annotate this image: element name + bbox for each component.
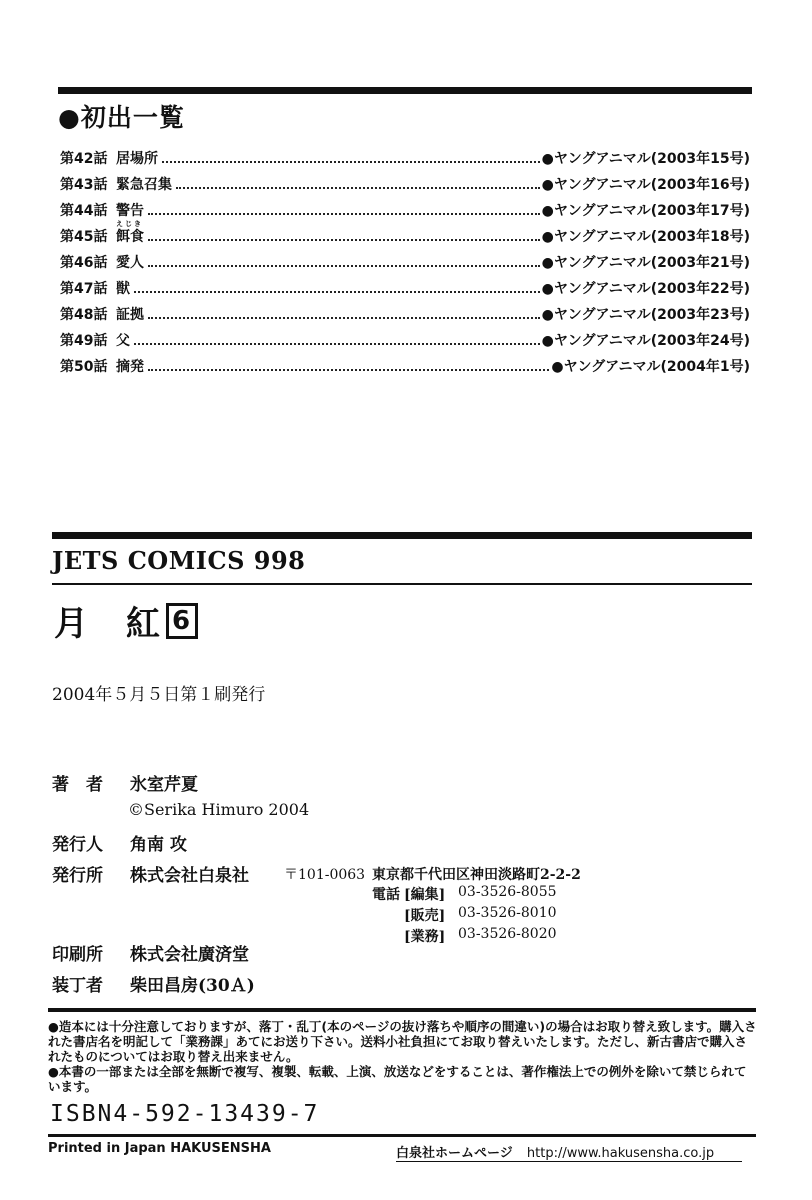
list-item [60,330,750,356]
episode-title: 警告 [116,203,144,219]
episode-source: ●ヤングアニマル(2004年1号) [551,359,750,375]
episode-source: ●ヤングアニマル(2003年24号) [541,333,750,349]
leader-dots [148,265,540,267]
episode-number: 第46話 [60,255,108,271]
footer-rule [396,1161,742,1162]
episode-number: 第50話 [60,359,108,375]
homepage-url[interactable]: http://www.hakusensha.co.jp [526,1146,715,1161]
episode-title: 摘発 [116,359,144,375]
series-name: JETS COMICS 998 [52,546,306,575]
leader-dots [134,343,540,345]
list-item [60,220,750,252]
postal-code: 〒101-0063 [284,867,366,883]
episode-source: ●ヤングアニマル(2003年16号) [541,177,750,193]
publisher-person: 角南 攻 [130,835,187,855]
leader-dots [148,239,540,241]
phone-number: 03-3526-8020 [458,926,557,942]
phone-dept: [販売] [404,908,446,924]
list-item [60,148,750,174]
designer-label: 装丁者 [52,976,103,996]
episode-number: 第43話 [60,177,108,193]
volume-number: 6 [166,603,198,639]
episode-title: 愛人 [116,255,144,271]
episode-title: 父 [116,333,130,349]
episode-title: 証拠 [116,307,144,323]
leader-dots [134,291,540,293]
episode-source: ●ヤングアニマル(2003年23号) [541,307,750,323]
printed-in: Printed in Japan HAKUSENSHA [48,1141,271,1156]
episode-source: ●ヤングアニマル(2003年21号) [541,255,750,271]
episode-source: ●ヤングアニマル(2003年17号) [541,203,750,219]
phone-number: 03-3526-8055 [458,884,557,900]
episode-number: 第49話 [60,333,108,349]
list-item [60,304,750,330]
episode-source: ●ヤングアニマル(2003年18号) [541,229,750,245]
designer-name: 柴田昌房(30Ａ) [130,976,255,996]
colophon-top-rule [52,532,752,539]
publication-date: 2004年５月５日第１刷発行 [52,685,266,705]
leader-dots [148,317,540,319]
episode-title: 居場所 [116,151,158,167]
episode-source: ●ヤングアニマル(2003年15号) [541,151,750,167]
homepage-label: 白泉社ホームページ [396,1146,513,1161]
copyright: ©Serika Himuro 2004 [128,800,310,819]
list-item [60,200,750,226]
book-title [54,596,198,645]
episode-title: 餌食 [116,229,144,245]
isbn: ISBN4-592-13439-7 [50,1101,320,1127]
episode-number: 第44話 [60,203,108,219]
episode-source: ●ヤングアニマル(2003年22号) [541,281,750,297]
leader-dots [176,187,540,189]
leader-dots [148,213,540,215]
phone-dept: [業務] [404,929,446,945]
episode-number: 第48話 [60,307,108,323]
author-name: 氷室芹夏 [130,775,198,795]
top-rule [58,87,752,94]
author-label: 著 者 [52,775,103,795]
homepage-line [396,1142,714,1161]
publisher-name: 株式会社白泉社 [130,866,249,886]
list-item [60,278,750,304]
phone-dept: [編集] [404,887,446,903]
series-rule [52,583,752,585]
printer-label: 印刷所 [52,945,103,965]
episode-number: 第47話 [60,281,108,297]
title-text: 月 紅 [54,604,162,644]
leader-dots [162,161,540,163]
note-item: ●造本には十分注意しておりますが、落丁・乱丁(本のページの抜け落ちや順序の間違い)の場合はお取り替え致します。購入された書店名を明記して「業務課」あてにお送り下さい。送料小社負担にてお取り替えいたします。ただし、新古書店で購入されたものについてはお取り替え出来ません。 [48,1019,757,1064]
notes-top-rule [48,1008,756,1012]
note-item: ●本書の一部または全部を無断で複写、複製、転載、上演、放送などをすることは、著作権法上での例外を除いて禁じられています。 [48,1064,747,1094]
list-item [60,356,750,382]
ruby-reading: えじき [116,220,143,228]
address: 東京都千代田区神田淡路町2-2-2 [372,867,581,883]
legal-notes [48,1019,758,1094]
episode-title: 獣 [116,281,130,297]
episode-title: 緊急召集 [116,177,172,193]
list-item [60,174,750,200]
printer-name: 株式会社廣済堂 [130,945,249,965]
episode-title-wrap [110,220,144,246]
episode-number: 第42話 [60,151,108,167]
first-appearance-title: ●初出一覧 [58,103,185,132]
publisher-person-label: 発行人 [52,835,103,855]
phone-label: 電話 [372,887,400,903]
isbn-rule [48,1134,756,1137]
episode-number: 第45話 [60,229,108,245]
list-item [60,252,750,278]
first-appearance-list [60,148,750,382]
phone-number: 03-3526-8010 [458,905,557,921]
publisher-label: 発行所 [52,866,103,886]
leader-dots [148,369,549,371]
